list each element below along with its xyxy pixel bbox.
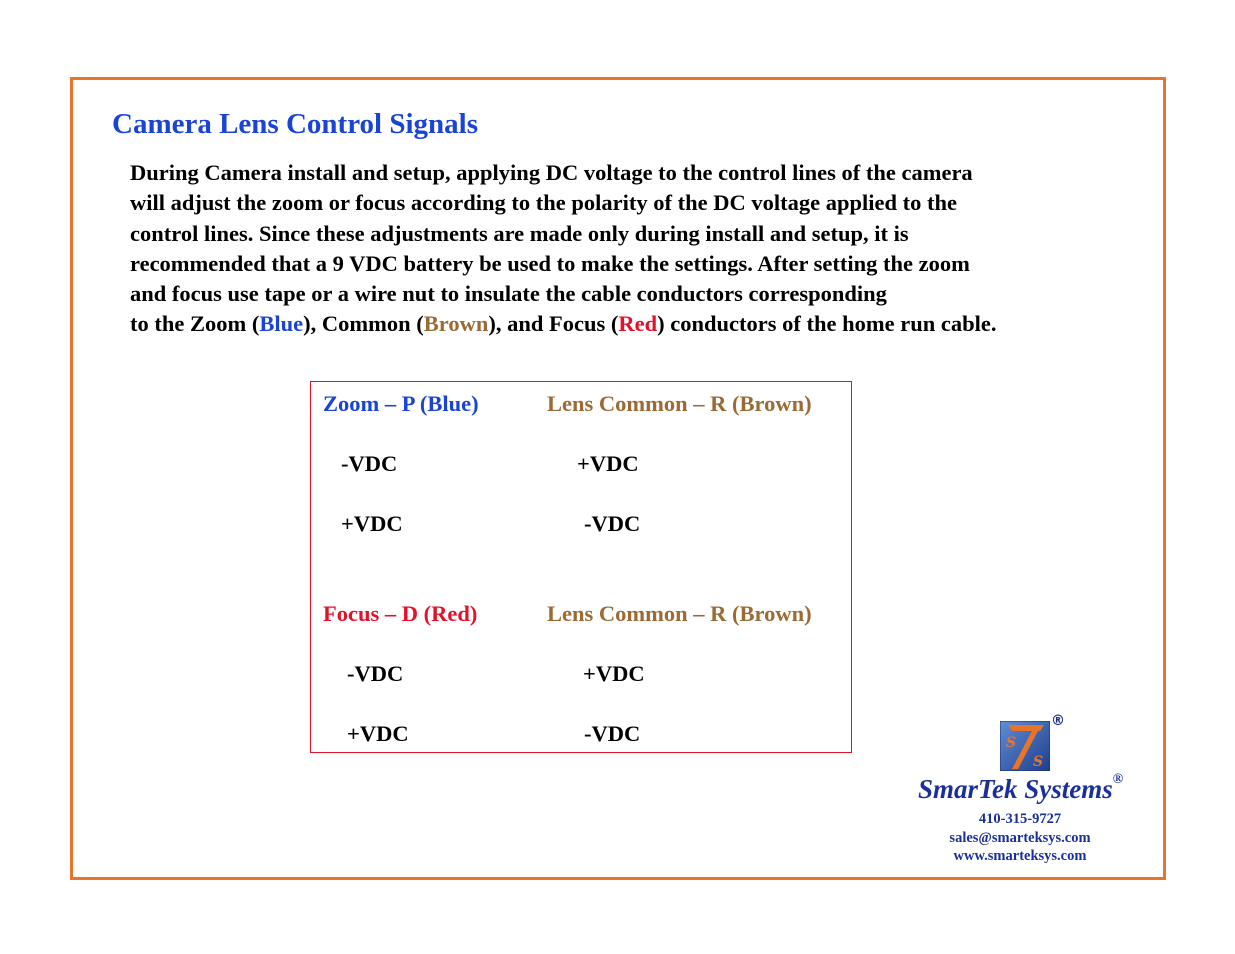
paragraph-line: During Camera install and setup, applying DC voltage to the control lines of the camera (130, 160, 973, 185)
red-word: Red (618, 311, 658, 337)
focus-row1-common-value: +VDC (583, 661, 645, 686)
paragraph-line: will adjust the zoom or focus according to the polarity of the DC voltage applied to the (130, 190, 958, 216)
smartek-logo-icon (1000, 721, 1050, 771)
company-website[interactable]: www.smarteksys.com (953, 848, 1087, 864)
paragraph-line: recommended that a 9 VDC battery be used to make the settings. After setting the zoom (130, 250, 970, 276)
paragraph-line: and focus use tape or a wire nut to insulate the cable conductors corresponding (130, 281, 887, 307)
svg-text:S: S (1033, 754, 1044, 770)
zoom-row1-common-value: +VDC (577, 451, 639, 476)
brown-word: Brown (423, 311, 489, 337)
text-fragment: ), Common ( (303, 311, 424, 337)
company-name (918, 774, 1123, 805)
company-phone: 410-315-9727 (978, 811, 1062, 827)
zoom-row2-common-value: -VDC (584, 511, 641, 536)
paragraph-line-colored (130, 309, 1130, 339)
intro-paragraph (130, 158, 1130, 340)
paragraph-line: control lines. Since these adjustments are made only during install and setup, it is (130, 220, 909, 246)
logo-registered-mark: ® (1051, 713, 1065, 729)
registered-mark: ® (1112, 772, 1124, 787)
text-fragment: ) conductors of the home run cable. (657, 311, 997, 337)
svg-text:S: S (1006, 735, 1017, 751)
zoom-common-header: Lens Common – R (Brown) (547, 391, 812, 416)
zoom-row1-zoom-value: -VDC (341, 451, 398, 476)
focus-row1-focus-value: -VDC (347, 661, 404, 686)
company-email[interactable]: sales@smarteksys.com (949, 830, 1091, 846)
focus-common-header: Lens Common – R (Brown) (547, 601, 812, 626)
zoom-header: Zoom – P (Blue) (323, 391, 479, 416)
focus-row2-focus-value: +VDC (347, 721, 409, 746)
focus-header: Focus – D (Red) (323, 601, 478, 626)
company-name-text: SmarTek Systems (918, 774, 1113, 804)
focus-row2-common-value: -VDC (584, 721, 641, 746)
page-title: Camera Lens Control Signals (112, 108, 479, 140)
signal-table (310, 381, 852, 753)
blue-word: Blue (259, 311, 304, 337)
text-fragment: ), and Focus ( (488, 311, 619, 337)
text-fragment: to the Zoom ( (130, 311, 260, 337)
zoom-row2-zoom-value: +VDC (341, 511, 403, 536)
